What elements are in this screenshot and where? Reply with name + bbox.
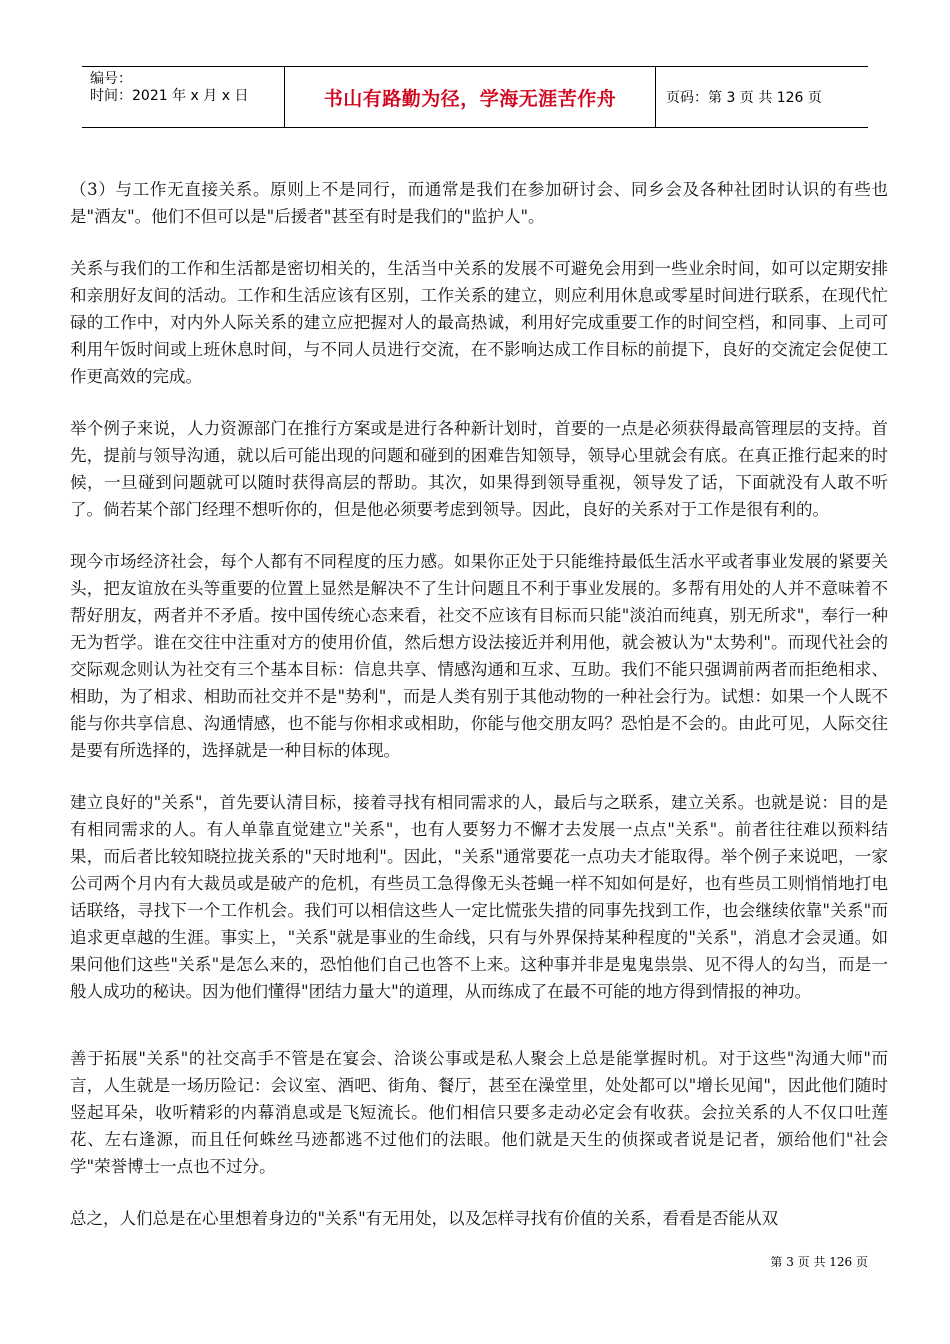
document-number-label: 编号：	[90, 71, 132, 87]
document-body	[70, 176, 888, 1257]
header-page-code: 页码：第 3 页 共 126 页	[666, 90, 822, 106]
paragraph: 举个例子来说，人力资源部门在推行方案或是进行各种新计划时，首要的一点是必须获得最高管理层的支持。首先，提前与领导沟通，就以后可能出现的问题和碰到的困难告知领导，领导心里就会有底。在真正推行起来的时候，一旦碰到问题就可以随时获得高层的帮助。其次，如果得到领导重视，领导发了话，下面就没有人敢不听了。倘若某个部门经理不想听你的，但是他必须要考虑到领导。因此，良好的关系对于工作是很有利的。	[70, 419, 888, 519]
header-meta	[82, 67, 284, 127]
paragraph: 关系与我们的工作和生活都是密切相关的，生活当中关系的发展不可避免会用到一些业余时间，如可以定期安排和亲朋好友间的活动。工作和生活应该有区别，工作关系的建立，则应利用休息或零星时间进行联系，在现代忙碌的工作中，对内外人际关系的建立应把握对人的最高热诚，利用好完成重要工作的时间空档，和同事、上司可利用午饭时间或上班休息时间，与不同人员进行交流，在不影响达成工作目标的前提下，良好的交流定会促使工作更高效的完成。	[70, 259, 888, 386]
paragraph: 现今市场经济社会，每个人都有不同程度的压力感。如果你正处于只能维持最低生活水平或者事业发展的紧要关头，把友谊放在头等重要的位置上显然是解决不了生计问题且不利于事业发展的。多帮有用处的人并不意味着不帮好朋友，两者并不矛盾。按中国传统心态来看，社交不应该有目标而只能"淡泊而纯真，别无所求"，奉行一种无为哲学。谁在交往中注重对方的使用价值，然后想方设法接近并利用他，就会被认为"太势利"。而现代社会的交际观念则认为社交有三个基本目标：信息共享、情感沟通和互求、互助。我们不能只强调前两者而拒绝相求、相助，为了相求、相助而社交并不是"势利"，而是人类有别于其他动物的一种社会行为。试想：如果一个人既不能与你共享信息、沟通情感，也不能与你相求或相助，你能与他交朋友吗？恐怕是不会的。由此可见，人际交往是要有所选择的，选择就是一种目标的体现。	[70, 552, 888, 760]
page-footer: 第 3 页 共 126 页	[770, 1255, 868, 1269]
header-motto: 书山有路勤为径，学海无涯苦作舟	[284, 67, 656, 127]
paragraph: 总之，人们总是在心里想着身边的"关系"有无用处，以及怎样寻找有价值的关系，看看是否能从双	[70, 1209, 779, 1228]
header-table	[82, 66, 868, 128]
paragraph: 善于拓展"关系"的社交高手不管是在宴会、洽谈公事或是私人聚会上总是能掌握时机。对于这些"沟通大师"而言，人生就是一场历险记：会议室、酒吧、街角、餐厅，甚至在澡堂里，处处都可以"增长见闻"，因此他们随时竖起耳朵，收听精彩的内幕消息或是飞短流长。他们相信只要多走动必定会有收获。会拉关系的人不仅口吐莲花、左右逢源，而且任何蛛丝马迹都逃不过他们的法眼。他们就是天生的侦探或者说是记者，颁给他们"社会学"荣誉博士一点也不过分。	[70, 1049, 888, 1176]
paragraph: （3）与工作无直接关系。原则上不是同行，而通常是我们在参加研讨会、同乡会及各种社团时认识的有些也是"酒友"。他们不但可以是"后援者"甚至有时是我们的"监护人"。	[70, 180, 888, 226]
paragraph: 建立良好的"关系"，首先要认清目标，接着寻找有相同需求的人，最后与之联系，建立关系。也就是说：目的是有相同需求的人。有人单靠直觉建立"关系"，也有人要努力不懈才去发展一点点"关系"。前者往往难以预料结果，而后者比较知晓拉拢关系的"天时地利"。因此，"关系"通常要花一点功夫才能取得。举个例子来说吧，一家公司两个月内有大裁员或是破产的危机，有些员工急得像无头苍蝇一样不知如何是好，也有些员工则悄悄地打电话联络，寻找下一个工作机会。我们可以相信这些人一定比慌张失措的同事先找到工作，也会继续依靠"关系"而追求更卓越的生涯。事实上，"关系"就是事业的生命线，只有与外界保持某种程度的"关系"，消息才会灵通。如果问他们这些"关系"是怎么来的，恐怕他们自己也答不上来。这种事并非是鬼鬼祟祟、见不得人的勾当，而是一般人成功的秘诀。因为他们懂得"团结力量大"的道理，从而练成了在最不可能的地方得到情报的神功。	[70, 793, 888, 1001]
document-time-label: 时间：2021 年 x 月 x 日	[90, 88, 249, 104]
